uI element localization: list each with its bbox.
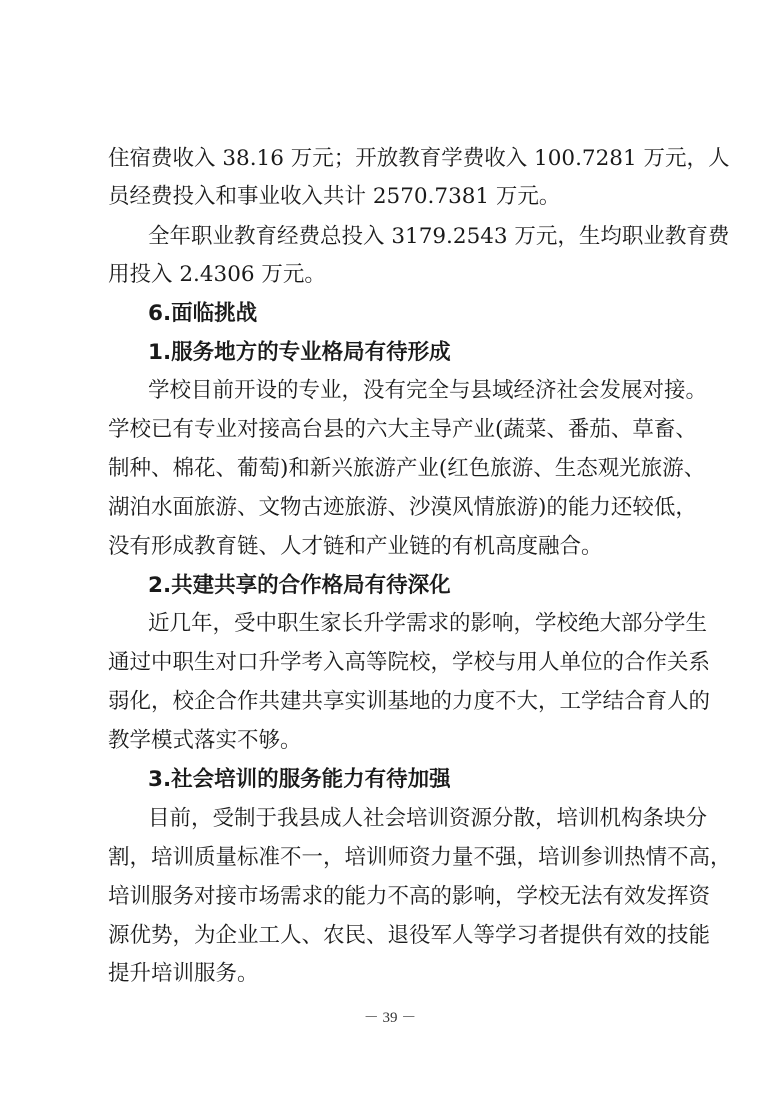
subsection-heading: 3.社会培训的服务能力有待加强 — [148, 767, 451, 792]
body-text-line: 制种、棉花、葡萄)和新兴旅游产业(红色旅游、生态观光旅游、 — [108, 456, 706, 481]
body-text-line: 教学模式落实不够。 — [108, 728, 302, 753]
body-text-line: 员经费投入和事业收入共计 2570.7381 万元。 — [108, 184, 561, 209]
body-text-line: 培训服务对接市场需求的能力不高的影响，学校无法有效发挥资 — [108, 884, 711, 909]
subsection-heading: 2.共建共享的合作格局有待深化 — [148, 573, 451, 598]
body-text-line: 弱化，校企合作共建共享实训基地的力度不大，工学结合育人的 — [108, 689, 711, 714]
section-heading: 6.面临挑战 — [148, 301, 258, 326]
body-text-line: 用投入 2.4306 万元。 — [108, 262, 326, 287]
body-text-line: 通过中职生对口升学考入高等院校，学校与用人单位的合作关系 — [108, 650, 711, 675]
body-text-line: 提升培训服务。 — [108, 961, 259, 986]
body-text-line: 湖泊水面旅游、文物古迹旅游、沙漠风情旅游)的能力还较低， — [108, 495, 697, 520]
body-text-line: 近几年，受中职生家长升学需求的影响，学校绝大部分学生 — [148, 611, 708, 636]
body-text-line: 源优势，为企业工人、农民、退役军人等学习者提供有效的技能 — [108, 923, 711, 948]
page-number: － 39 － — [363, 1010, 417, 1026]
body-text-line: 学校已有专业对接高台县的六大主导产业(蔬菜、番茄、草畜、 — [108, 417, 697, 442]
body-text-line: 目前，受制于我县成人社会培训资源分散，培训机构条块分 — [148, 806, 708, 831]
body-text-line: 割，培训质量标准不一，培训师资力量不强，培训参训热情不高， — [108, 845, 732, 870]
body-text-line: 住宿费收入 38.16 万元；开放教育学费收入 100.7281 万元，人 — [108, 146, 730, 171]
body-text-line: 学校目前开设的专业，没有完全与县域经济社会发展对接。 — [148, 378, 708, 403]
body-text-line: 全年职业教育经费总投入 3179.2543 万元，生均职业教育费 — [148, 224, 730, 249]
subsection-heading: 1.服务地方的专业格局有待形成 — [148, 340, 451, 365]
body-text-line: 没有形成教育链、人才链和产业链的有机高度融合。 — [108, 534, 603, 559]
